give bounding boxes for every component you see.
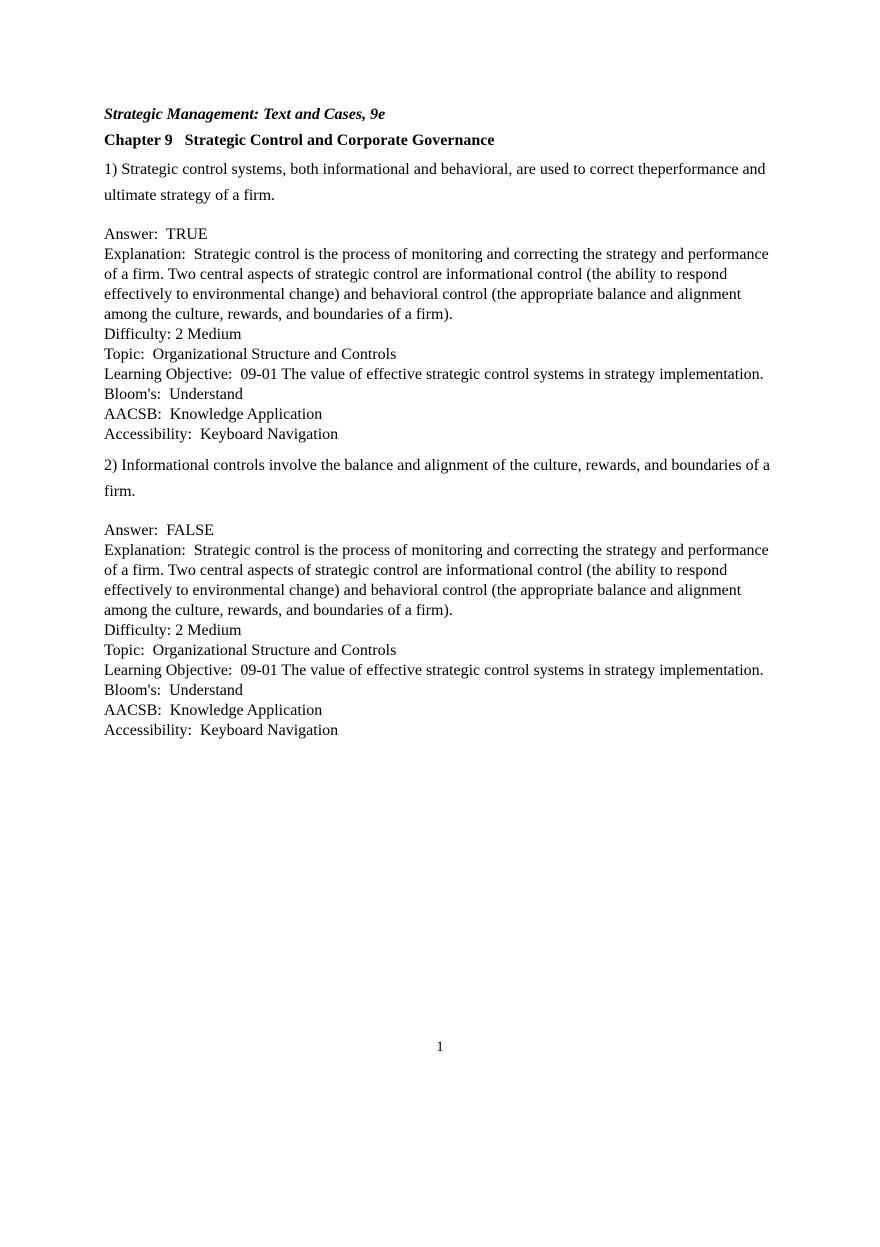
accessibility: Accessibility: Keyboard Navigation bbox=[104, 426, 339, 443]
difficulty: Difficulty: 2 Medium bbox=[104, 326, 242, 343]
accessibility: Accessibility: Keyboard Navigation bbox=[104, 722, 339, 739]
question-item-1 bbox=[104, 157, 784, 445]
question-text: 2) Informational controls involve the balance and alignment of the culture, rewards, and boundaries of a firm. bbox=[104, 457, 770, 500]
blooms: Bloom's: Understand bbox=[104, 386, 243, 403]
answer: Answer: TRUE bbox=[104, 226, 208, 243]
blooms: Bloom's: Understand bbox=[104, 682, 243, 699]
topic: Topic: Organizational Structure and Controls bbox=[104, 346, 397, 363]
aacsb: AACSB: Knowledge Application bbox=[104, 406, 323, 423]
question-metadata bbox=[104, 521, 784, 741]
page-content bbox=[104, 104, 784, 741]
chapter-title: Chapter 9 Strategic Control and Corporate Governance bbox=[104, 132, 495, 149]
difficulty: Difficulty: 2 Medium bbox=[104, 622, 242, 639]
question-text: 1) Strategic control systems, both informational and behavioral, are used to correct theperformance and ultimate strategy of a firm. bbox=[104, 161, 766, 204]
learning-objective: Learning Objective: 09-01 The value of effective strategic control systems in strategy implementation. bbox=[104, 662, 764, 679]
topic: Topic: Organizational Structure and Controls bbox=[104, 642, 397, 659]
learning-objective: Learning Objective: 09-01 The value of effective strategic control systems in strategy implementation. bbox=[104, 366, 764, 383]
aacsb: AACSB: Knowledge Application bbox=[104, 702, 323, 719]
book-title: Strategic Management: Text and Cases, 9e bbox=[104, 106, 386, 123]
question-metadata bbox=[104, 225, 784, 445]
answer: Answer: FALSE bbox=[104, 522, 214, 539]
explanation: Explanation: Strategic control is the process of monitoring and correcting the strategy and performance of a firm. Two central aspects of strategic control are informational control (the ability to respond effectively to environmental change) and behavioral control (the appropriate balance and alignment among the culture, rewards, and boundaries of a firm). bbox=[104, 542, 773, 619]
explanation: Explanation: Strategic control is the process of monitoring and correcting the strategy and performance of a firm. Two central aspects of strategic control are informational control (the ability to respond effectively to environmental change) and behavioral control (the appropriate balance and alignment among the culture, rewards, and boundaries of a firm). bbox=[104, 246, 773, 323]
page-number: 1 bbox=[436, 1039, 444, 1055]
question-item-2 bbox=[104, 453, 784, 741]
